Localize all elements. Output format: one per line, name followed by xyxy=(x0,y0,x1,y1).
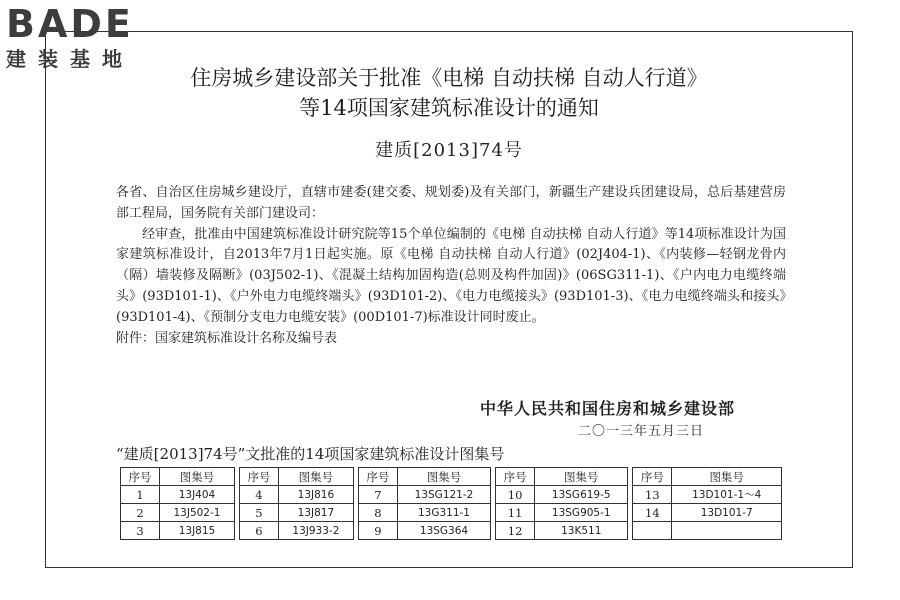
header-code: 图集号 xyxy=(160,468,235,486)
approval-paragraph: 经审查，批准由中国建筑标准设计研究院等15个单位编制的《电梯 自动扶梯 自动人行道》等14项标准设计为国家建筑标准设计，自2013年7月1日起实施。原《电梯 自动扶梯 自动人行道》(02J404-1)、《内装修—轻钢龙骨内（隔）墙装修及隔断》(03J502-1)、《混凝土结构加固构造(总则及构件加固)》(06SG311-1)、《户内电力电缆终端头》(93D101-1)、《户外电力电缆终端头》(93D101-2)、《电力电缆接头》(93D101-3)、《电力电缆终端头和接头》(93D101-4)、《预制分支电力电缆安装》(00D101-7)标准设计同时废止。 xyxy=(116,226,786,325)
table-cell-code: 13J815 xyxy=(160,522,235,540)
table-cell-code: 13D101-1～4 xyxy=(672,486,782,504)
header-code: 图集号 xyxy=(535,468,628,486)
document-title-line2: 等14项国家建筑标准设计的通知 xyxy=(299,96,599,120)
table-cell-seq: 8 xyxy=(358,504,397,522)
table-cell-code: 13D101-7 xyxy=(672,504,782,522)
brand-logo xyxy=(6,4,176,72)
logo-brand-text: BADE xyxy=(6,2,134,46)
table-cell-seq: 13 xyxy=(633,486,672,504)
table-cell-code: 13SG619-5 xyxy=(535,486,628,504)
table-cell-seq: 10 xyxy=(496,486,535,504)
table-cell-seq: 4 xyxy=(239,486,278,504)
issue-date: 二〇一三年五月三日 xyxy=(578,424,705,439)
header-seq: 序号 xyxy=(358,468,397,486)
attachment-line: 附件：国家建筑标准设计名称及编号表 xyxy=(116,330,338,346)
header-code: 图集号 xyxy=(672,468,782,486)
table-header-row xyxy=(121,468,782,486)
table-cell-seq: 6 xyxy=(239,522,278,540)
table-cell-seq: 7 xyxy=(358,486,397,504)
table-cell-seq: 3 xyxy=(121,522,160,540)
table-row xyxy=(121,522,782,540)
header-seq: 序号 xyxy=(496,468,535,486)
table-cell-seq: 2 xyxy=(121,504,160,522)
table-cell-code: 13J933-2 xyxy=(278,522,353,540)
table-cell-seq: 9 xyxy=(358,522,397,540)
addressee-paragraph: 各省、自治区住房城乡建设厅，直辖市建委(建交委、规划委)及有关部门，新疆生产建设兵团建设局，总后基建营房部工程局，国务院有关部门建设司： xyxy=(116,185,786,221)
table-cell-code: 13SG364 xyxy=(397,522,490,540)
table-cell-seq: 1 xyxy=(121,486,160,504)
document-body xyxy=(116,183,786,349)
document-number: 建质[2013]74号 xyxy=(375,140,523,161)
table-cell-code: 13SG905-1 xyxy=(535,504,628,522)
table-cell-code: 13SG121-2 xyxy=(397,486,490,504)
atlas-code-table xyxy=(120,467,782,540)
table-cell-code: 13J816 xyxy=(278,486,353,504)
table-cell-code xyxy=(672,522,782,540)
header-code: 图集号 xyxy=(397,468,490,486)
table-cell-seq: 12 xyxy=(496,522,535,540)
issuer-signature: 中华人民共和国住房和城乡建设部 xyxy=(480,399,736,418)
table-cell-code: 13J404 xyxy=(160,486,235,504)
table-cell-seq: 11 xyxy=(496,504,535,522)
table-cell-code: 13J502-1 xyxy=(160,504,235,522)
table-cell-seq xyxy=(633,522,672,540)
table-cell-code: 13J817 xyxy=(278,504,353,522)
header-seq: 序号 xyxy=(239,468,278,486)
table-cell-code: 13G311-1 xyxy=(397,504,490,522)
table-row xyxy=(121,504,782,522)
table-cell-seq: 14 xyxy=(633,504,672,522)
header-seq: 序号 xyxy=(121,468,160,486)
table-cell-seq: 5 xyxy=(239,504,278,522)
logo-subtitle: 建装基地 xyxy=(6,47,134,71)
header-code: 图集号 xyxy=(278,468,353,486)
table-cell-code: 13K511 xyxy=(535,522,628,540)
table-caption: “建质[2013]74号”文批准的14项国家建筑标准设计图集号 xyxy=(116,445,505,463)
header-seq: 序号 xyxy=(633,468,672,486)
document-title-line1: 住房城乡建设部关于批准《电梯 自动扶梯 自动人行道》 xyxy=(190,66,708,90)
table-row xyxy=(121,486,782,504)
